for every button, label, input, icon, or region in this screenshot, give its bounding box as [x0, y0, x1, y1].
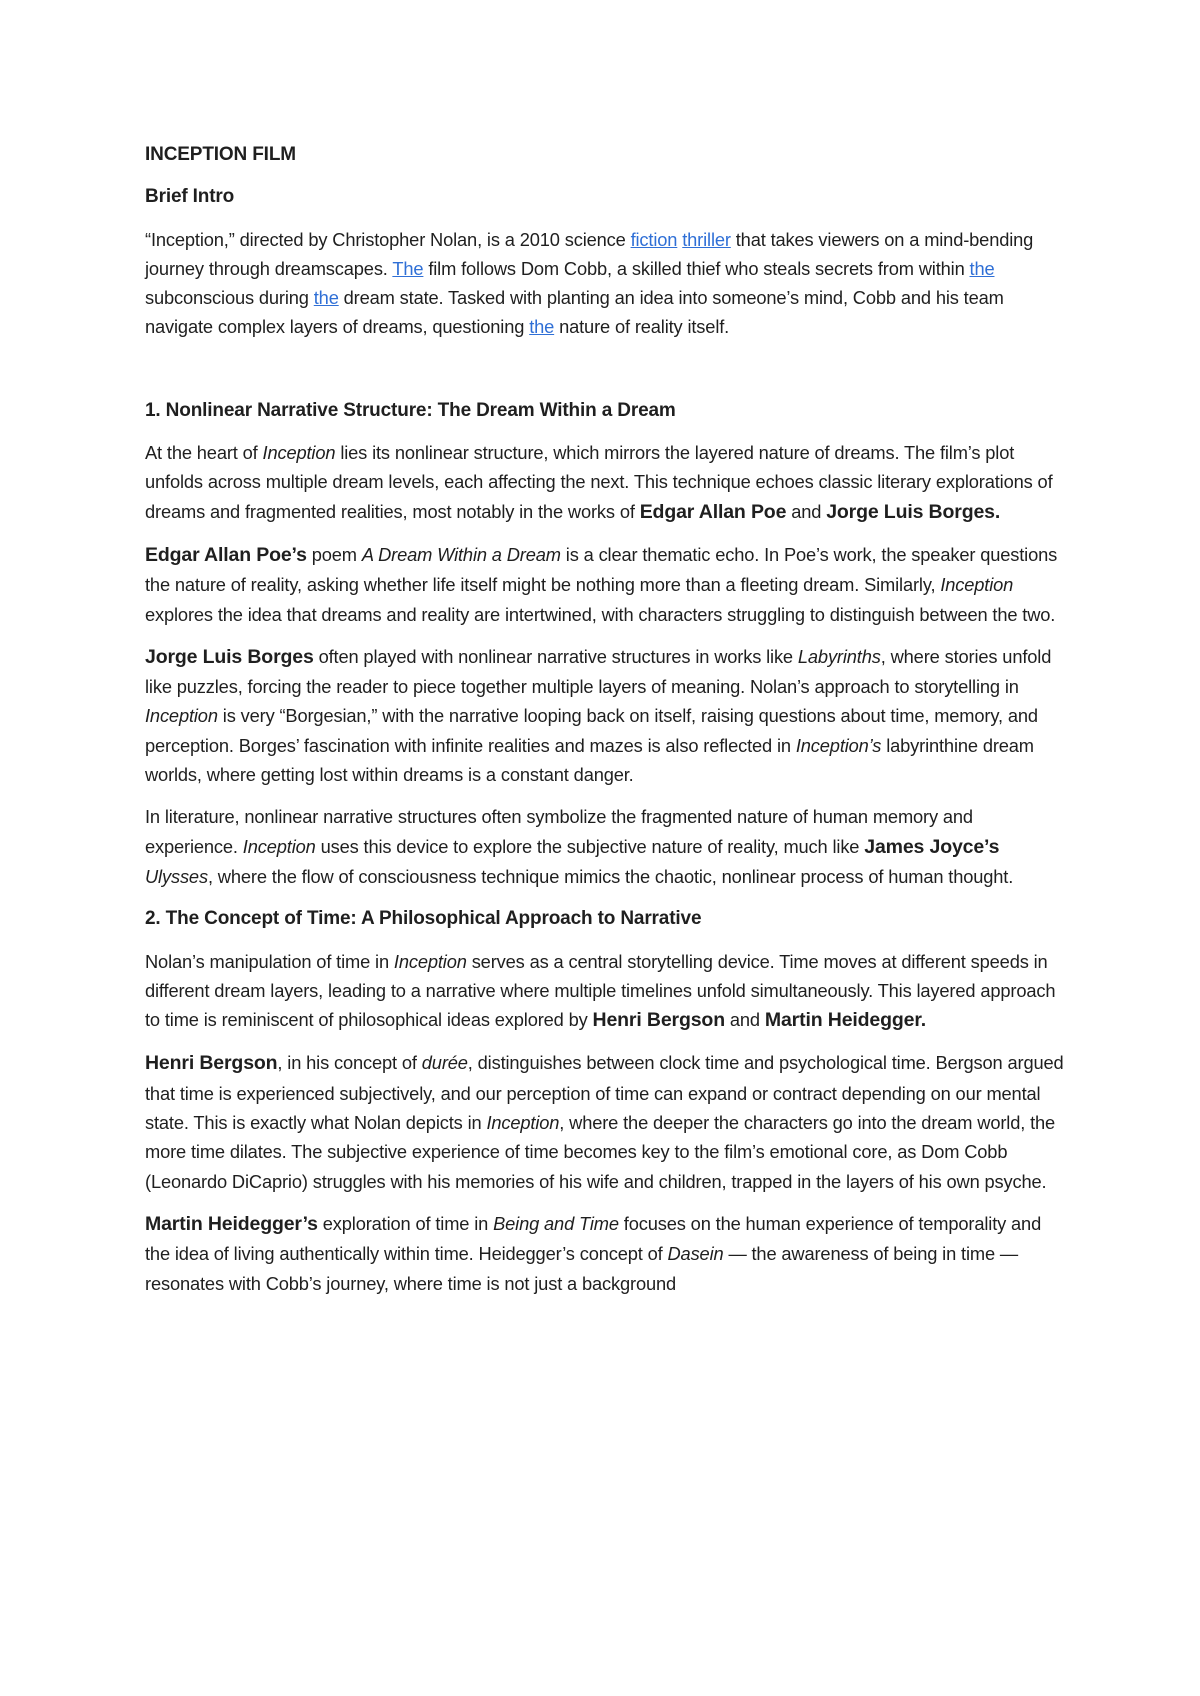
text: exploration of time in	[317, 1212, 494, 1234]
section-1-paragraph-3	[145, 642, 1070, 789]
text: is very “Borgesian,” with the narrative looping back on itself, raising questions about time, memory, and perception. Borges’ fascination with infinite realities and mazes is also reflected in	[145, 705, 1038, 756]
italic-text: durée	[421, 1052, 468, 1074]
text: , in his concept of	[277, 1052, 422, 1074]
bold-name: Edgar Allan Poe	[639, 500, 787, 523]
text: focuses on the human experience of temporality and the idea of living authentically within time. Heidegger’s concept of	[145, 1212, 1042, 1265]
text: , where the deeper the characters go into the dream world, the more time dilates. The subjective experience of time becomes key to the film’s emotional core, as Dom Cobb (Leonardo DiCaprio) struggles with his memories of his wife and children, trapped in the layers of his own psyche.	[145, 1112, 1056, 1192]
italic-text: Labyrinths	[797, 645, 881, 667]
text: labyrinthine dream worlds, where getting lost within dreams is a constant danger.	[145, 734, 1034, 786]
the-link[interactable]: the	[529, 316, 555, 338]
text: serves as a central storytelling device. Time moves at different speeds in different dream layers, leading to a narrative where multiple timelines unfold simultaneously. This layered approach to time is reminiscent of philosophical ideas explored by	[145, 950, 1056, 1031]
intro-text: nature of reality itself.	[554, 316, 730, 338]
document-title: INCEPTION FILM	[145, 144, 296, 165]
section-2-paragraph-3	[145, 1209, 1070, 1298]
section-1-paragraph-2	[145, 540, 1070, 629]
bold-name: Jorge Luis Borges	[145, 645, 314, 668]
intro-text: that takes viewers on a mind-bending journey through dreamscapes.	[145, 228, 1034, 279]
the-link[interactable]: The	[392, 257, 424, 279]
text: At the heart of	[145, 442, 263, 464]
intro-text: subconscious during	[145, 287, 314, 309]
bold-name: Martin Heidegger.	[764, 1009, 926, 1032]
intro-text: dream state. Tasked with planting an idea into someone’s mind, Cobb and his team navigate complex layers of dreams, questioning	[145, 287, 1004, 338]
italic-text: Inception	[393, 950, 467, 972]
text: uses this device to explore the subjective nature of reality, much like	[315, 835, 865, 857]
intro-paragraph	[145, 225, 1070, 342]
italic-text: Inception	[486, 1112, 560, 1134]
text: is a clear thematic echo. In Poe’s work, the speaker questions the nature of reality, asking whether life itself might be nothing more than a fleeting dream. Similarly,	[145, 543, 1058, 596]
intro-text: film follows Dom Cobb, a skilled thief who steals secrets from within	[423, 257, 970, 279]
text: , distinguishes between clock time and psychological time. Bergson argued that time is experienced subjectively, and our perception of time can expand or contract depending on our mental state. This is exactly what Nolan depicts in	[145, 1052, 1064, 1134]
italic-text: Dasein	[667, 1243, 724, 1265]
text: and	[724, 1009, 765, 1031]
fiction-link[interactable]: fiction	[630, 228, 678, 250]
section-1-heading: 1. Nonlinear Narrative Structure: The Dream Within a Dream	[145, 399, 676, 421]
italic-text: A Dream Within a Dream	[361, 543, 561, 565]
bold-name: Henri Bergson	[592, 1009, 725, 1032]
section-1-paragraph-1	[145, 438, 1070, 527]
italic-text: Being and Time	[493, 1212, 619, 1234]
italic-text: Inception	[262, 442, 336, 464]
italic-text: Inception	[940, 574, 1014, 596]
intro-text: “Inception,” directed by Christopher Nolan, is a 2010 science	[145, 228, 631, 250]
intro-heading: Brief Intro	[145, 186, 235, 208]
text: explores the idea that dreams and reality are intertwined, with characters struggling to distinguish between the two.	[145, 603, 1056, 625]
text: poem	[306, 543, 362, 565]
text: Nolan’s manipulation of time in	[145, 950, 394, 972]
bold-name: Martin Heidegger’s	[145, 1212, 318, 1235]
text: , where the flow of consciousness technique mimics the chaotic, nonlinear process of human thought.	[207, 865, 1014, 887]
italic-text: Inception	[242, 835, 316, 857]
text: — the awareness of being in time — resonates with Cobb’s journey, where time is not just a background	[145, 1243, 1019, 1294]
bold-name: Edgar Allan Poe’s	[145, 543, 307, 566]
bold-name: Jorge Luis Borges.	[826, 500, 1001, 523]
section-2-heading: 2. The Concept of Time: A Philosophical Approach to Narrative	[145, 908, 702, 930]
italic-text: Inception’s	[795, 734, 882, 756]
the-link[interactable]: the	[313, 287, 339, 309]
text: lies its nonlinear structure, which mirrors the layered nature of dreams. The film’s plot unfolds across multiple dream levels, each affecting the next. This technique echoes classic literary explorations of dreams and fragmented realities, most notably in the works of	[145, 442, 1053, 522]
text: and	[786, 500, 827, 522]
section-2-paragraph-1	[145, 947, 1070, 1036]
bold-name: Henri Bergson	[145, 1052, 278, 1075]
section-2-paragraph-2	[145, 1048, 1070, 1195]
italic-text: Inception	[145, 705, 218, 727]
text: In literature, nonlinear narrative structures often symbolize the fragmented nature of human memory and experience.	[145, 806, 973, 857]
bold-name: James Joyce’s	[864, 835, 1000, 858]
the-link[interactable]: the	[969, 257, 995, 279]
document-body	[145, 140, 1070, 1311]
text: often played with nonlinear narrative structures in works like	[313, 645, 798, 667]
text: , where stories unfold like puzzles, forcing the reader to piece together multiple layers of meaning. Nolan’s approach to storytelling in	[145, 645, 1052, 698]
italic-text: Ulysses	[145, 865, 208, 887]
section-1-paragraph-4	[145, 802, 1070, 891]
thriller-link[interactable]: thriller	[682, 228, 731, 250]
